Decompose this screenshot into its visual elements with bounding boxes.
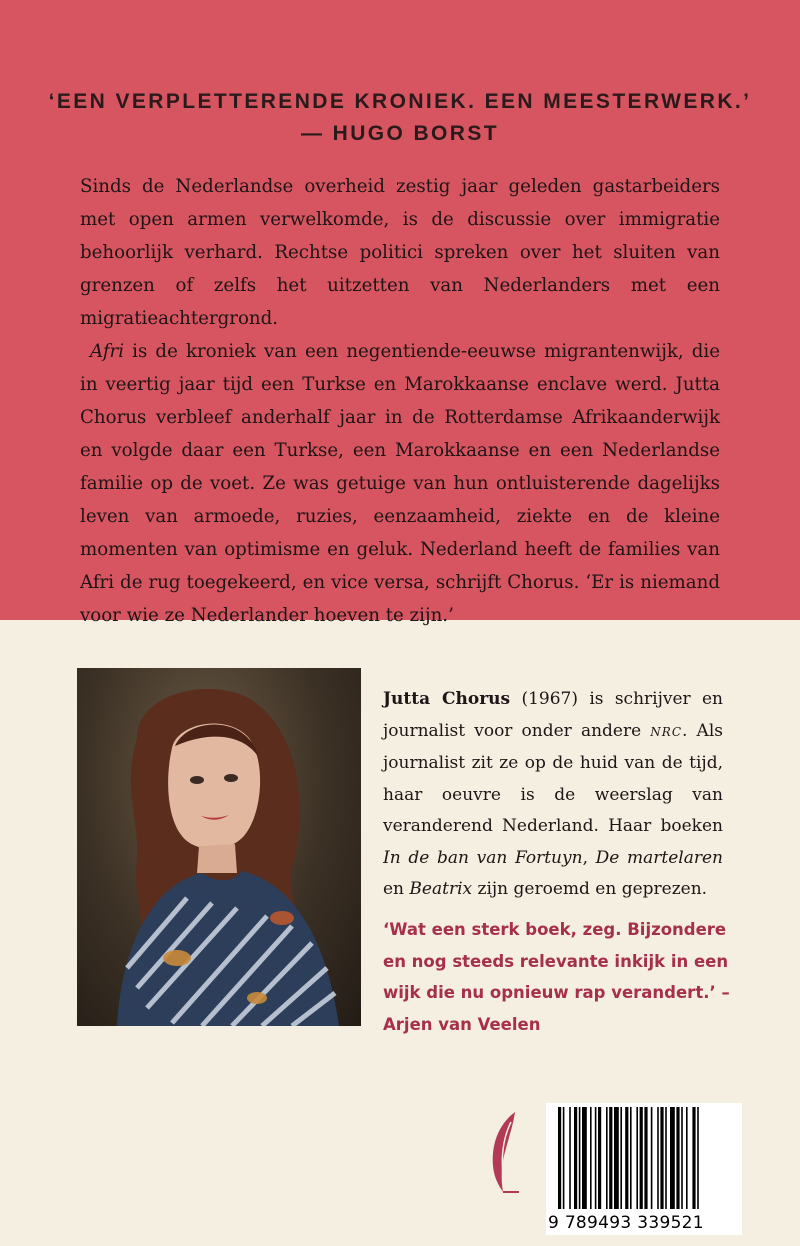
barcode-bar (692, 1107, 695, 1209)
author-name: Jutta Chorus (383, 689, 511, 709)
barcode-bar (558, 1107, 561, 1209)
barcode-bar (665, 1107, 667, 1209)
blurb-paragraph-1: Sinds de Nederlandse overheid zestig jaar geleden gastarbeiders met open armen verwelkomde, is de discussie over immigratie behoorlijk verhard. Rechtse politici spreken over het sluiten van grenzen of zelfs het uitzetten van Nederlanders met een migratieachtergrond. (80, 176, 720, 329)
barcode-bar (563, 1107, 565, 1209)
blurb-paragraph-2-text: is de kroniek van een negentiende-eeuwse migrantenwijk, die in veertig jaar tijd een Turkse en Marokkaanse enclave werd. Jutta Chorus verbleef anderhalf jaar in de Rotterdamse Afrikaanderwijk en volgde daar een Turkse, een Marokkaanse en een Nederlandse familie op de voet. Ze was getuige van hun ontluisterende dagelijks leven van armoede, ruzies, eenzaamheid, ziekte en de kleine momenten van optimisme en geluk. Nederland heeft de families van Afri de rug toegekeerd, en vice versa, schrijft Chorus. ‘Er is niemand voor wie ze Nederlander hoeven te zijn.’ (80, 341, 720, 626)
barcode-bar (579, 1107, 581, 1209)
barcode-bar (670, 1107, 675, 1209)
book-separator-1: , (582, 847, 596, 868)
book-separator-2: en (383, 879, 410, 899)
barcode-bar (651, 1107, 653, 1209)
barcode-bar (686, 1107, 688, 1209)
barcode-bar (574, 1107, 577, 1209)
isbn-barcode (546, 1103, 742, 1235)
blurb-paragraph-2 (80, 335, 720, 632)
book-title-2: De martelaren (595, 847, 724, 868)
author-photo (77, 668, 361, 1026)
barcode-bar (590, 1107, 592, 1209)
barcode-bars (546, 1103, 742, 1213)
book-title: Afri (90, 341, 125, 362)
review-quote: ‘Wat een sterk boek, zeg. Bijzondere en nog steeds relevante inkijk in een wijk die nu opnieuw rap verandert.’ – Arjen van Veelen (383, 920, 730, 1034)
barcode-bar (614, 1107, 619, 1209)
isbn-number: 9 789493 339521 (548, 1213, 704, 1233)
barcode-bar (609, 1107, 612, 1209)
barcode-bar (620, 1107, 622, 1209)
author-bio-part-1: (1967) is schrijver en journalist voor onder andere (383, 689, 723, 741)
barcode-bar (660, 1107, 663, 1209)
author-bio (383, 684, 723, 906)
barcode-bar (676, 1107, 679, 1209)
author-bio-part-2: . Als journalist zit ze op de huid van de tijd, haar oeuvre is de weerslag van veranderend Nederland. Haar boeken (383, 720, 723, 836)
author-portrait-illustration (77, 668, 361, 1026)
barcode-bar (681, 1107, 683, 1209)
headline-quote-author: — HUGO BORST (301, 122, 499, 145)
headline-quote-text: ‘EEN VERPLETTERENDE KRONIEK. EEN MEESTERWERK.’ (48, 90, 752, 113)
barcode-bar (595, 1107, 597, 1209)
barcode-bar (569, 1107, 571, 1209)
barcode-bar (582, 1107, 587, 1209)
barcode-bar (657, 1107, 659, 1209)
quill-logo-icon (487, 1110, 523, 1206)
book-title-3: Beatrix (409, 879, 473, 899)
barcode-bar (640, 1107, 643, 1209)
barcode-bar (630, 1107, 632, 1209)
author-bio-part-3: zijn geroemd en geprezen. (472, 879, 708, 899)
book-title-1: In de ban van Fortuyn (383, 847, 583, 868)
book-blurb (80, 170, 720, 632)
barcode-bar (644, 1107, 647, 1209)
headline-quote (0, 86, 800, 150)
barcode-bar (606, 1107, 608, 1209)
barcode-bar (636, 1107, 638, 1209)
newspaper-name: NRC (650, 724, 683, 739)
barcode-bar (625, 1107, 628, 1209)
barcode-bar (598, 1107, 601, 1209)
barcode-bar (697, 1107, 699, 1209)
